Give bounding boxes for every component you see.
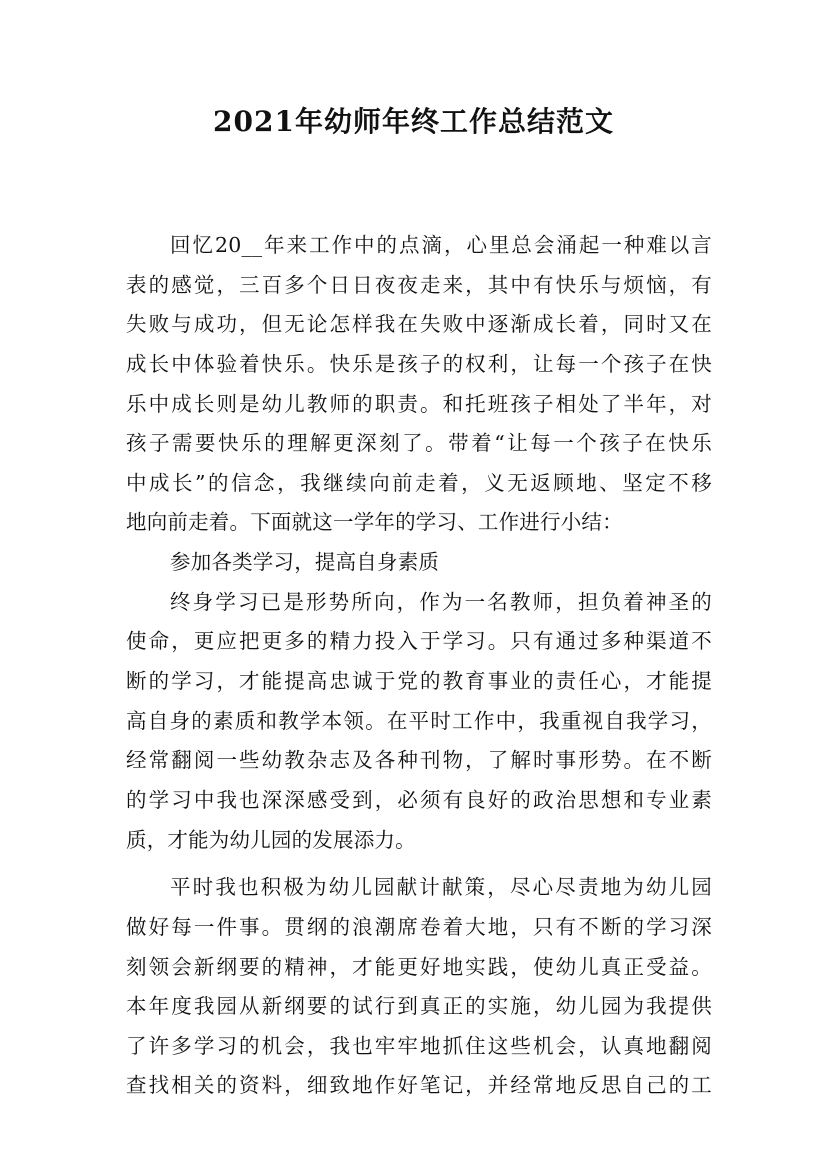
paragraph-line: 了许多学习的机会，我也牢牢地抓住这些机会，认真地翻阅 — [126, 1033, 712, 1058]
paragraph-line: 乐中成长则是幼儿教师的职责。和托班孩子相处了半年，对 — [126, 391, 712, 416]
paragraph-line: 做好每一件事。贯纲的浪潮席卷着大地，只有不断的学习深 — [126, 914, 712, 939]
document-title: 2021年幼师年终工作总结范文 — [213, 105, 614, 138]
paragraph-line: 质，才能为幼儿园的发展添力。 — [126, 827, 416, 852]
paragraph-line: 断的学习，才能提高忠诚于党的教育事业的责任心，才能提 — [126, 669, 712, 694]
paragraph-line: 刻领会新纲要的精神，才能更好地实践，使幼儿真正受益。 — [126, 954, 712, 979]
paragraph-line: 本年度我园从新纲要的试行到真正的实施，幼儿园为我提供 — [126, 994, 712, 1019]
paragraph-line: 中成长”的信念，我继续向前走着，义无返顾地、坚定不移 — [126, 470, 712, 495]
paragraph-line: 地向前走着。下面就这一学年的学习、工作进行小结： — [126, 510, 623, 535]
paragraph-line: 表的感觉，三百多个日日夜夜走来，其中有快乐与烦恼，有 — [126, 272, 712, 297]
paragraph-line: 回忆20__年来工作中的点滴，心里总会涌起一种难以言 — [170, 233, 712, 257]
paragraph-line: 平时我也积极为幼儿园献计献策，尽心尽责地为幼儿园 — [170, 875, 712, 900]
paragraph-line: 的学习中我也深深感受到，必须有良好的政治思想和专业素 — [126, 787, 712, 812]
paragraph-line: 孩子需要快乐的理解更深刻了。带着“让每一个孩子在快乐 — [126, 431, 712, 456]
paragraph-line: 高自身的素质和教学本领。在平时工作中，我重视自我学习， — [126, 708, 712, 733]
paragraph-gap — [126, 860, 712, 868]
paragraph-line: 成长中体验着快乐。快乐是孩子的权利，让每一个孩子在快 — [126, 351, 712, 376]
paragraph-line: 使命，更应把更多的精力投入于学习。只有通过多种渠道不 — [126, 629, 712, 654]
document-body — [126, 226, 712, 1106]
paragraph-line: 终身学习已是形势所向，作为一名教师，担负着神圣的 — [170, 589, 712, 614]
paragraph-line: 失败与成功，但无论怎样我在失败中逐渐成长着，同时又在 — [126, 312, 712, 337]
paragraph-line: 查找相关的资料，细致地作好笔记，并经常地反思自己的工 — [126, 1073, 712, 1098]
paragraph-line: 经常翻阅一些幼教杂志及各种刊物，了解时事形势。在不断 — [126, 748, 712, 773]
section-heading: 参加各类学习，提高自身素质 — [170, 550, 440, 575]
